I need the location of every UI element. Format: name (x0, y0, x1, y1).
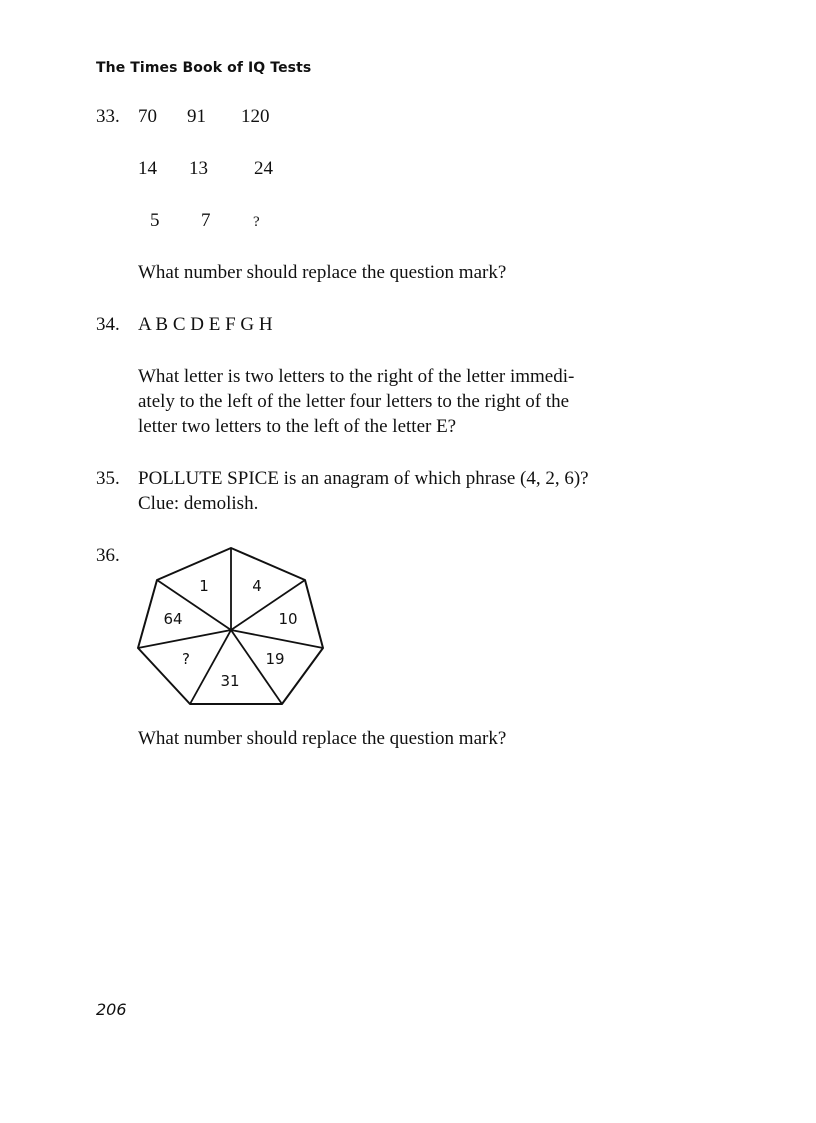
prompt-line: What letter is two letters to the right of the letter immedi- (138, 366, 575, 387)
running-header: The Times Book of IQ Tests (96, 60, 312, 76)
segment-value: 4 (252, 577, 262, 595)
segment-value: 64 (163, 610, 183, 628)
question-prompt (138, 364, 738, 439)
grid-cell-unknown: ? (253, 214, 260, 230)
letter-sequence: A B C D E F G H (138, 314, 273, 335)
spoke (190, 630, 231, 704)
question-number: 35. (96, 468, 120, 489)
spoke (138, 630, 231, 648)
question-prompt: What number should replace the question mark? (138, 262, 507, 283)
segment-value: 1 (199, 577, 209, 595)
heptagon-diagram (130, 540, 330, 710)
page-number: 206 (96, 1000, 127, 1019)
question-number: 36. (96, 545, 120, 566)
segment-value: 31 (220, 672, 240, 690)
question-number: 34. (96, 314, 120, 335)
grid-cell: 7 (201, 210, 211, 231)
grid-cell: 5 (150, 210, 160, 231)
question-prompt: What number should replace the question mark? (138, 728, 507, 749)
grid-cell: 13 (189, 158, 208, 179)
spoke (231, 630, 323, 648)
grid-cell: 91 (187, 106, 206, 127)
segment-unknown: ? (182, 650, 190, 668)
question-number: 33. (96, 106, 120, 127)
grid-cell: 24 (254, 158, 273, 179)
grid-cell: 14 (138, 158, 157, 179)
segment-value: 10 (278, 610, 298, 628)
segment-value: 19 (265, 650, 285, 668)
prompt-line: letter two letters to the left of the letter E? (138, 416, 457, 437)
prompt-line: ately to the left of the letter four letters to the right of the (138, 391, 570, 412)
prompt-line: POLLUTE SPICE is an anagram of which phrase (4, 2, 6)? (138, 468, 589, 489)
grid-cell: 70 (138, 106, 157, 127)
prompt-line: Clue: demolish. (138, 493, 259, 514)
question-prompt (138, 466, 738, 516)
grid-cell: 120 (241, 106, 270, 127)
